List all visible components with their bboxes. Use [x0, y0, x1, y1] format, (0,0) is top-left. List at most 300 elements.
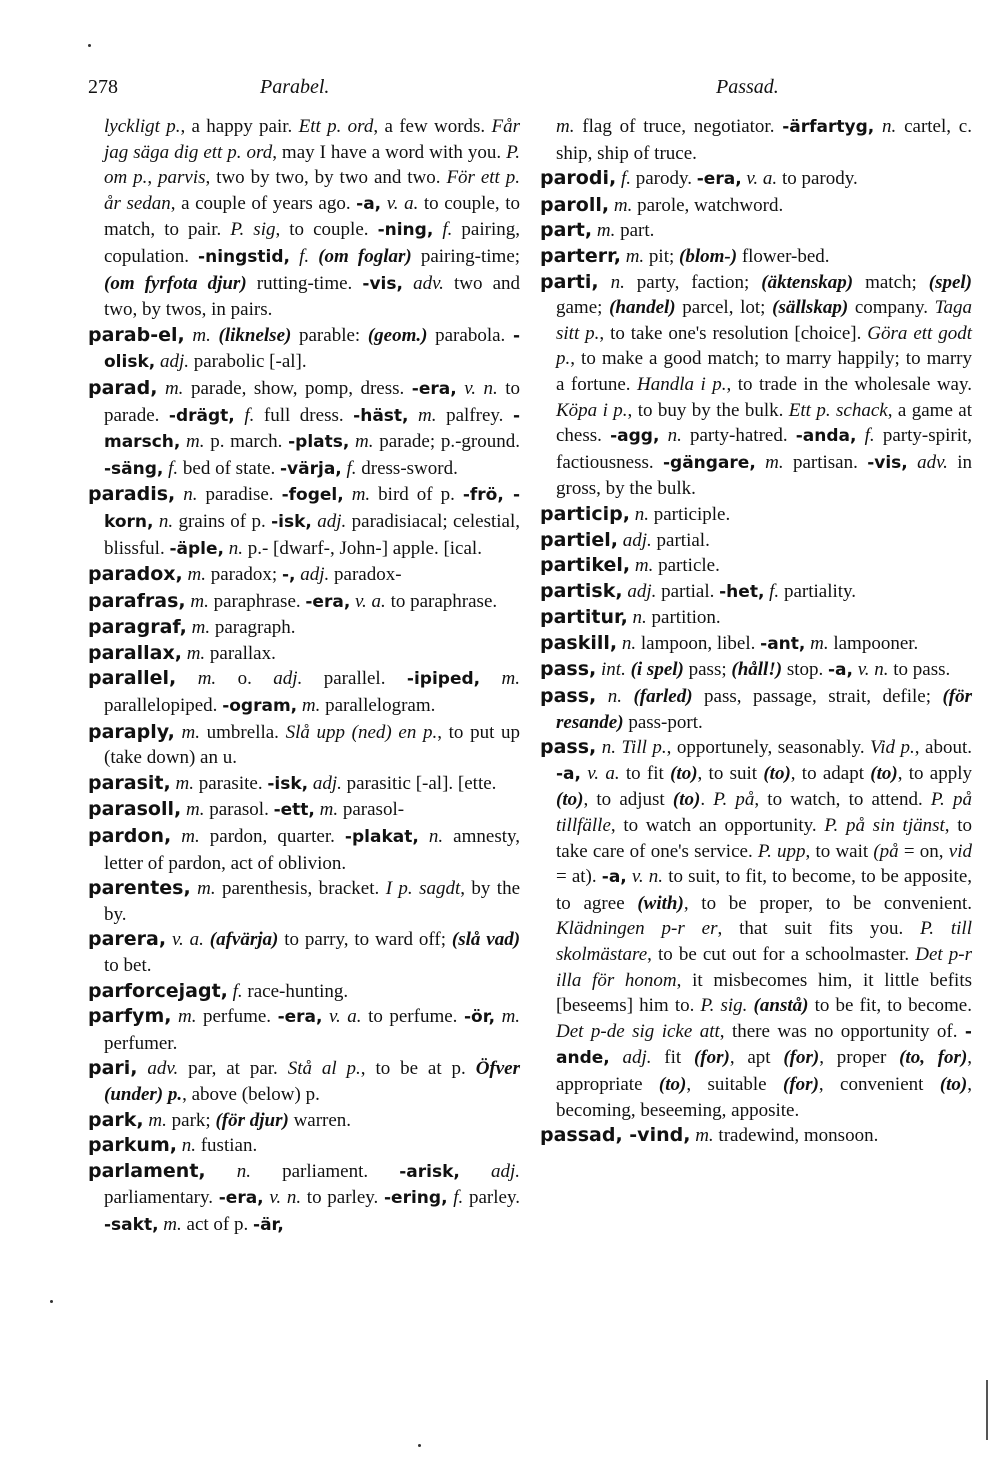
entry-text: parasol- [338, 799, 405, 821]
entry-text: , to take care of one's service. [556, 815, 973, 862]
entry-text: , may I have a word with you. [272, 141, 507, 163]
entry-text: int. [601, 659, 626, 681]
entry-text: Slå upp (ned) en p. [285, 721, 438, 743]
entry-text: , a few words. [373, 116, 492, 137]
entry-text: v. a. [355, 590, 386, 612]
entry-text: to perfume. [361, 1006, 464, 1028]
entry-text: -a, [556, 763, 581, 784]
entry-text: race-hunting. [242, 980, 349, 1002]
entry-text [344, 484, 352, 505]
entry-text [206, 1161, 237, 1182]
entry-text: n. [601, 737, 617, 759]
entry-text: f. [244, 404, 255, 426]
scan-speck [418, 1444, 421, 1447]
entry-text: (äktenskap) [761, 271, 854, 293]
entry-text: n. [228, 537, 243, 559]
right-guide-word: Passad. [716, 76, 779, 98]
entry-text: -vis, [867, 452, 908, 473]
headword: pass, [540, 658, 597, 681]
entry-text: to suit, to fit, to become, to be apposite, to agree [556, 866, 973, 914]
entry-text: -ör, [463, 1007, 496, 1028]
headword: pass, [540, 736, 597, 759]
headword: parentes, [88, 877, 191, 900]
entry-text [235, 405, 245, 426]
entry-text: m. [197, 668, 217, 690]
entry-text [176, 668, 197, 689]
entry-text: paradox- [329, 564, 402, 586]
entry-text: parabolic [-al]. [189, 351, 307, 373]
entry-text: o. [216, 668, 274, 690]
entry-text: För ett p. år sedan [104, 167, 520, 214]
dictionary-entry [88, 589, 520, 616]
headword: pass, [540, 685, 597, 708]
entry-text: n. [236, 1160, 252, 1182]
headword: parti, [540, 270, 599, 293]
entry-text: pit; [644, 245, 680, 267]
entry-text: -era, [305, 591, 351, 612]
headword: parafras, [88, 589, 186, 612]
entry-text: (to) [672, 789, 701, 811]
scan-edge-line [986, 1380, 988, 1440]
headword: pardon, [88, 825, 172, 848]
entry-text: parasol. [204, 799, 274, 821]
entry-text: -ogram, [222, 696, 298, 717]
entry-text: match; [853, 271, 929, 293]
entry-text [908, 452, 917, 473]
entry-text: , to make a good match; to marry happily; to marry a fortune. [556, 348, 972, 395]
entry-text [610, 1047, 623, 1068]
entry-text: m. [181, 721, 200, 743]
entry-text: -anda, [795, 426, 857, 447]
entry-text: -era, [277, 1007, 323, 1028]
entry-text: m. [501, 668, 521, 690]
entry-text: . [700, 789, 714, 811]
entry-text: -ärfartyg, [782, 117, 875, 137]
entry-text: adj. [317, 510, 347, 532]
entry-text: -plats, [288, 432, 350, 453]
entry-text: -vis, [362, 273, 403, 294]
entry-text: partial. [651, 529, 710, 551]
entry-text: , two by two, by two and two. [205, 167, 447, 189]
entry-text: -säng, [104, 458, 164, 479]
entry-text: n. [882, 116, 897, 137]
entry-text: -a, [356, 193, 382, 214]
entry-text: , to watch, to attend. [754, 789, 931, 811]
entry-text: Klädningen p-r er [556, 918, 718, 940]
entry-text: parliamentary. [104, 1187, 219, 1209]
dictionary-entry [540, 193, 972, 219]
entry-text: , proper [819, 1047, 900, 1069]
entry-text: par, at par. [178, 1058, 288, 1080]
entry-text: P. upp [757, 840, 806, 862]
entry-text: , to take one's resolution [choice]. [599, 322, 868, 344]
headword: paroll, [540, 193, 610, 216]
entry-text: -arisk, [399, 1161, 460, 1182]
entry-text: , convenient [818, 1073, 940, 1095]
entry-text: parallelopiped. [104, 695, 223, 717]
entry-text [460, 1161, 491, 1182]
entry-text: , a couple of years ago. [170, 192, 357, 214]
entry-text: act of p. [181, 1213, 254, 1235]
entry-text: paraphrase. [208, 590, 306, 612]
entry-text: P. på [713, 789, 755, 811]
entry-text: P. på sin tjänst [824, 815, 945, 837]
entry-text: paragraph. [210, 617, 296, 639]
entry-text: adj. [273, 668, 303, 690]
entry-text: fit [651, 1047, 694, 1069]
dictionary-entry [540, 579, 972, 606]
entry-text: paradise. [197, 484, 282, 506]
headword: partiel, [540, 528, 619, 551]
entry-text: v. a. [746, 168, 778, 190]
entry-text: parliament. [251, 1160, 400, 1182]
entry-text: park; [166, 1109, 216, 1131]
entry-text: Vid p. [870, 737, 915, 759]
entry-text [596, 686, 607, 707]
entry-text: , to suit [697, 762, 764, 784]
entry-text: = at). [556, 866, 602, 888]
entry-text: pardon, quarter. [199, 826, 345, 848]
entry-text: parade; p.-ground. [373, 431, 520, 453]
scan-speck [88, 44, 91, 47]
entry-text: -drägt, [168, 405, 235, 426]
entry-text: , a game at chess. [556, 399, 972, 447]
headword: paragraf, [88, 616, 187, 639]
entry-text: flower-bed. [737, 245, 830, 267]
entry-text: adj. [159, 351, 189, 373]
entry-text: partiality. [779, 580, 857, 602]
entry-text: adv. [147, 1058, 179, 1080]
entry-text: -ant, [760, 633, 806, 654]
entry-text: f. [453, 1187, 464, 1209]
entry-text: -, [281, 565, 296, 586]
entry-text: m. [164, 377, 184, 399]
entry-text: cartel, c. ship, ship of truce. [556, 116, 972, 164]
entry-text: (handel) [609, 297, 676, 319]
entry-text: partition. [646, 607, 721, 629]
entry-text: (på [873, 840, 899, 862]
entry-text: -häst, [353, 405, 409, 426]
dictionary-entry [88, 666, 520, 719]
entry-text [175, 722, 182, 743]
entry-text: -ning, [377, 220, 434, 241]
headword: parera, [88, 928, 167, 951]
entry-text: game; [556, 297, 610, 319]
entry-text: (afvärja) [209, 929, 279, 951]
entry-text: (for) [693, 1047, 730, 1069]
entry-text: n. [632, 607, 647, 629]
entry-text: v. a. [386, 192, 419, 214]
dictionary-entry [540, 631, 972, 658]
entry-text: , to buy by the bulk. [627, 399, 789, 421]
entry-text: m. [175, 772, 194, 794]
dictionary-entry [88, 1159, 520, 1239]
entry-text: n. [183, 484, 198, 506]
entry-text [290, 246, 299, 267]
entry-text: adj. [490, 1160, 521, 1182]
entry-text: partial. [656, 580, 720, 602]
page-number: 278 [88, 76, 118, 98]
entry-text: grains of p. [173, 510, 272, 532]
entry-text: , opportunely, seasonably. [666, 737, 871, 759]
entry-text: party-spirit, factiousness. [556, 425, 973, 473]
entry-text: (i spel) [630, 659, 684, 681]
entry-text: , it misbecomes him, it little befits [beseems] him to. [556, 969, 972, 1017]
entry-text: Till p. [621, 737, 667, 759]
entry-text: n. [621, 632, 637, 654]
entry-text: lyckligt p. [104, 116, 181, 137]
entry-text: , above (below) p. [182, 1083, 320, 1105]
entry-text: n. [667, 425, 682, 447]
entry-text: , about. [914, 737, 973, 759]
headword: parasoll, [88, 798, 182, 821]
headword: park, [88, 1108, 144, 1131]
dictionary-entry [540, 684, 972, 735]
headword: paskill, [540, 631, 618, 654]
headword: particip, [540, 502, 630, 525]
entry-text: fustian. [195, 1135, 258, 1157]
entry-text: adv. [917, 451, 948, 473]
entry-text [856, 425, 864, 446]
entry-text: , apt [729, 1047, 784, 1069]
entry-text: to paraphrase. [385, 590, 498, 612]
entry-text: m. [186, 642, 206, 664]
entry-text: (to) [763, 762, 791, 784]
entry-text: perfume. [196, 1006, 278, 1028]
headword: parasit, [88, 771, 171, 794]
entry-text: n. [158, 510, 174, 532]
entry-text: m. [191, 617, 211, 639]
headword: partitur, [540, 606, 628, 629]
entry-text: paradox; [205, 564, 282, 586]
entry-text: stop. [782, 659, 828, 681]
entry-text: -olisk, [104, 325, 520, 373]
entry-text: perfumer. [104, 1032, 178, 1054]
entry-text: v. n. [269, 1187, 302, 1209]
entry-text: Det p-r illa för honom [556, 944, 972, 991]
entry-text: parody. [630, 168, 697, 190]
entry-text: in gross, by the bulk. [556, 451, 972, 500]
entry-text: lampooner. [828, 632, 919, 654]
entry-text: partisan. [783, 451, 868, 473]
entry-text: Ett p. schack [788, 399, 888, 421]
entry-text: -ipiped, [406, 669, 481, 690]
entry-text: adj. [622, 529, 652, 551]
entry-text: m. [319, 799, 339, 821]
entry-text: to fit [619, 762, 671, 784]
entry-text: pass; [683, 659, 732, 681]
entry-text: parallax. [205, 642, 276, 664]
entry-text: f. [864, 425, 875, 447]
entry-text: parallel. [302, 668, 407, 690]
entry-text: -ande, [556, 1021, 972, 1069]
entry-text: part. [615, 220, 655, 242]
entry-text: parole, watchword. [632, 194, 784, 216]
entry-text: , to adjust [583, 789, 673, 811]
entry-text: m. [695, 1125, 714, 1147]
entry-text: -gängare, [662, 452, 756, 473]
dictionary-entry [88, 771, 520, 798]
entry-text: (to) [939, 1073, 968, 1095]
entry-text: Handla i p. [637, 373, 727, 395]
entry-text: , to trade in the wholesale way. [726, 373, 972, 395]
headword: parad, [88, 376, 158, 399]
entry-text [756, 452, 765, 473]
entry-text: n. [181, 1135, 196, 1157]
entry-text: m. [187, 564, 206, 586]
entry-text: m. [625, 245, 645, 267]
entry-text: pairing-time; [411, 245, 521, 267]
entry-text: m. [634, 555, 654, 577]
entry-text: v. n. [464, 377, 498, 399]
entry-text: (for) [783, 1047, 820, 1069]
entry-text: (with) [637, 892, 684, 914]
dictionary-entry [88, 615, 520, 641]
entry-text: to couple, to match, to pair. [104, 192, 520, 241]
entry-text: , suitable [686, 1073, 784, 1095]
entry-text: m. [351, 484, 371, 506]
dictionary-entry [88, 1056, 520, 1107]
entry-text: m. [556, 116, 575, 137]
entry-text: (slå vad) [451, 929, 521, 951]
entry-text: (håll!) [731, 659, 783, 681]
headword: parallax, [88, 641, 182, 664]
entry-text: (to) [870, 762, 898, 784]
entry-text: bed of state. [178, 457, 280, 479]
entry-text: , to be proper, to be convenient. [683, 892, 973, 914]
entry-text: (for) [783, 1073, 819, 1095]
entry-text: P. sig [230, 219, 276, 241]
entry-text: parvis [158, 167, 206, 189]
entry-text: -ering, [384, 1188, 448, 1209]
dictionary-entry [540, 270, 972, 502]
entry-text: I p. sagdt [385, 878, 461, 900]
entry-text: pass-port. [623, 711, 703, 733]
entry-text: m. [185, 799, 205, 821]
entry-text: adj. [312, 772, 342, 794]
entry-text: -agg, [610, 426, 660, 447]
entry-text: bird of p. [370, 484, 463, 506]
entry-text: (anstå) [753, 995, 809, 1017]
entry-text: f. [299, 245, 310, 267]
entry-text: parasite. [193, 772, 268, 794]
entry-text [211, 325, 219, 346]
entry-text: party, faction; [624, 271, 762, 293]
headword: paraply, [88, 720, 175, 743]
entry-text: rutting-time. [246, 272, 363, 294]
entry-text: (farled) [633, 686, 693, 708]
entry-text: to be fit, to become. [808, 995, 972, 1017]
dictionary-entry [540, 1123, 972, 1149]
entry-text: v. a. [171, 929, 204, 951]
entry-text: p. march. [204, 431, 289, 453]
entry-text: -ett, [273, 800, 315, 821]
entry-text: parasitic [-al]. [ette. [341, 772, 497, 794]
entry-text: Ett p. ord [298, 116, 374, 137]
entry-text: -fogel, [281, 485, 344, 506]
dictionary-entry [88, 1133, 520, 1159]
dictionary-entry [88, 482, 520, 562]
entry-text: m. [186, 431, 205, 453]
entry-text [433, 219, 442, 240]
entry-text: (to, for) [899, 1047, 968, 1069]
dictionary-entry [540, 244, 972, 270]
entry-text: (sällskap) [772, 297, 849, 319]
entry-text [138, 1058, 148, 1079]
entry-text: v. a. [329, 1006, 362, 1028]
dictionary-entry [88, 323, 520, 376]
headword: parfym, [88, 1005, 172, 1028]
entry-text: m. [810, 632, 829, 654]
headword: parlament, [88, 1159, 206, 1182]
entry-text: Får jag säga dig ett p. ord [104, 116, 521, 163]
entry-text: Stå al p. [287, 1058, 361, 1080]
entry-text: m. [181, 826, 200, 848]
entry-text: palfrey. [436, 404, 513, 426]
entry-text: parallelogram. [320, 695, 436, 717]
entry-text: -a, [828, 660, 853, 681]
entry-text: to parody. [777, 168, 858, 190]
entry-text: -frö, -korn, [104, 485, 521, 532]
dictionary-entry [540, 502, 972, 528]
entry-text: (för djur) [215, 1109, 289, 1131]
entry-text: P. på tillfälle [556, 789, 972, 837]
entry-text: v. a. [587, 762, 620, 784]
entry-text: (to) [658, 1073, 687, 1095]
headword: parkum, [88, 1134, 177, 1157]
dictionary-entry [540, 735, 972, 1123]
entry-text: m. [178, 1006, 197, 1028]
dictionary-entry [88, 1004, 520, 1056]
entry-text: m. [192, 324, 211, 346]
entry-text: (to) [670, 762, 698, 784]
entry-text: -isk, [267, 773, 309, 794]
dictionary-entry [88, 824, 520, 876]
dictionary-entry [88, 376, 520, 482]
entry-text: umbrella. [200, 721, 286, 743]
entry-text: adj. [300, 564, 330, 586]
entry-text: to parley. [301, 1187, 384, 1209]
entry-text: Göra ett godt p. [556, 322, 973, 370]
entry-text: Taga sitt p. [556, 297, 972, 344]
entry-text: m. [355, 431, 374, 453]
entry-text: m. [301, 695, 321, 717]
entry-text: to parry, to ward off; [278, 929, 452, 951]
entry-text: -värja, [280, 458, 342, 479]
entry-text: p.- [dwarf-, John-] apple. [ical. [242, 537, 482, 559]
entry-text: -ningstid, [198, 246, 291, 267]
entry-text [157, 378, 165, 399]
entry-text: , a happy pair. [180, 116, 299, 137]
entry-text: adj. [622, 1047, 652, 1069]
dictionary-entry [88, 797, 520, 824]
entry-text: m. [148, 1109, 167, 1131]
entry-text: flag of truce, negotiator. [574, 116, 783, 137]
entry-text: , to watch an opportunity. [610, 815, 825, 837]
entry-text [419, 826, 429, 847]
entry-text: v. n. [631, 866, 664, 888]
entry-text: particle. [653, 555, 720, 577]
entry-text: tradewind, monsoon. [713, 1125, 879, 1147]
dictionary-entry [540, 553, 972, 579]
entry-text: , to apply [897, 762, 973, 784]
entry-text: , to adapt [790, 762, 871, 784]
dictionary-entry [540, 114, 972, 166]
entry-text: v. n. [857, 659, 889, 681]
entry-text: (om foglar) [318, 245, 412, 267]
headword: parforcejagt, [88, 979, 228, 1002]
dictionary-entry [88, 1108, 520, 1134]
